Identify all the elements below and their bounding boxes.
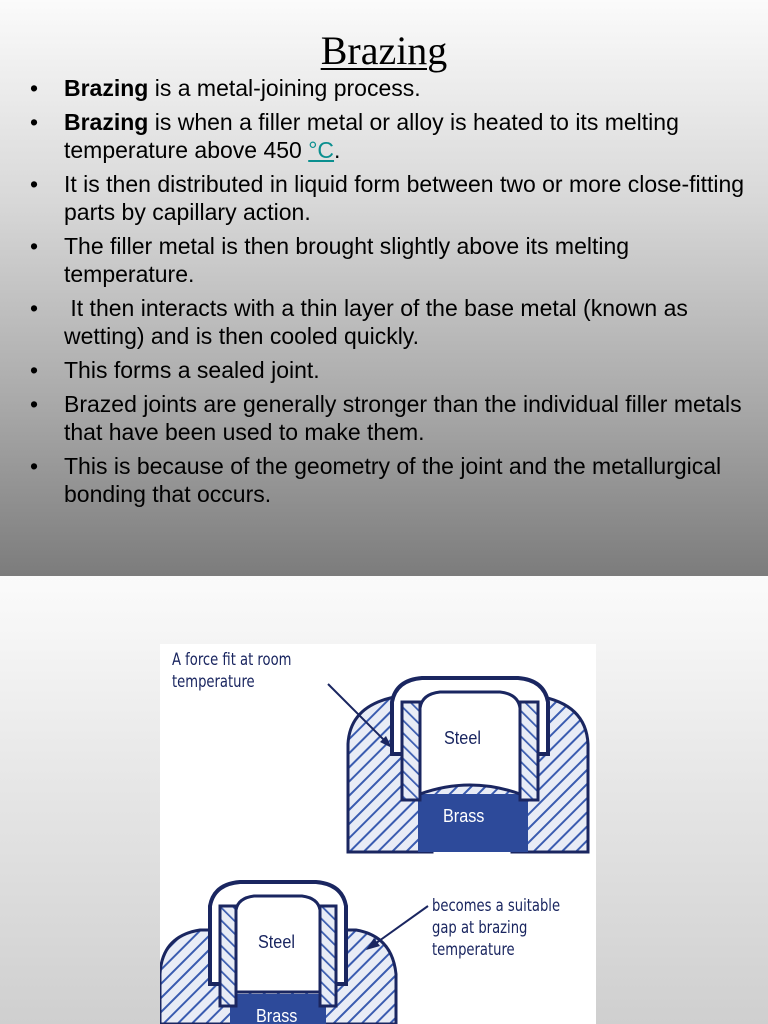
label-force-fit-2: temperature [172,672,255,692]
bullet-dot: • [30,357,39,383]
bullet-dot: • [30,295,39,321]
bottom-assembly [160,882,428,1024]
bullet-dot: • [30,391,39,417]
bullet-item [30,170,750,226]
label-gap-2: gap at brazing [432,918,528,938]
bullet-text: is a metal-joining process. [148,75,421,101]
slide-title: Brazing [320,28,448,73]
bullet-text: It is then distributed in liquid form between two or more close-fitting parts by capillary action. [64,171,745,225]
label-brass-top: Brass [443,806,485,826]
bullet-dot: • [30,75,39,101]
bullet-dot: • [30,171,39,197]
slide-brazing-diagram [0,576,768,1024]
bullet-text: Brazed joints are generally stronger than the individual filler metals that have been used to make them. [64,391,742,445]
force-fit-diagram [160,644,596,1024]
bullet-dot: • [30,109,39,135]
bullet-dot: • [30,233,39,259]
bullet-bold: Brazing [64,75,149,101]
label-gap-1: becomes a suitable [432,896,561,916]
bullet-text: is when a filler metal or alloy is heated to its melting temperature above 450 [64,109,679,163]
steel-wall-right-bottom [320,906,336,1006]
bullet-text: The filler metal is then brought slightly above its melting temperature. [64,233,630,287]
bullet-item [30,108,750,164]
label-force-fit-1: A force fit at room [172,650,292,670]
steel-wall-left-top [402,702,420,800]
label-gap-3: temperature [432,940,515,960]
bullet-text: This is because of the geometry of the joint and the metallurgical bonding that occurs. [64,453,722,507]
label-steel-top: Steel [444,728,481,748]
bullet-text-after: . [334,137,341,163]
steel-wall-right-top [520,702,538,800]
bullet-item [30,452,750,508]
bullet-item [30,74,750,102]
steel-wall-left-bottom [220,906,236,1006]
label-steel-bottom: Steel [258,932,295,952]
diagram-drawing [160,644,596,1024]
bullet-item [30,390,750,446]
bullet-dot: • [30,453,39,479]
bullet-text: This forms a sealed joint. [64,357,320,383]
leader-line-bottom [372,906,428,946]
bullet-list [30,74,750,514]
celsius-link[interactable]: °C [308,137,335,163]
bullet-item [30,356,750,384]
label-brass-bottom: Brass [256,1006,298,1024]
bullet-bold: Brazing [64,109,149,135]
bullet-item [30,294,750,350]
bullet-text: It then interacts with a thin layer of the base metal (known as wetting) and is then cooled quickly. [64,295,695,349]
bullet-item [30,232,750,288]
